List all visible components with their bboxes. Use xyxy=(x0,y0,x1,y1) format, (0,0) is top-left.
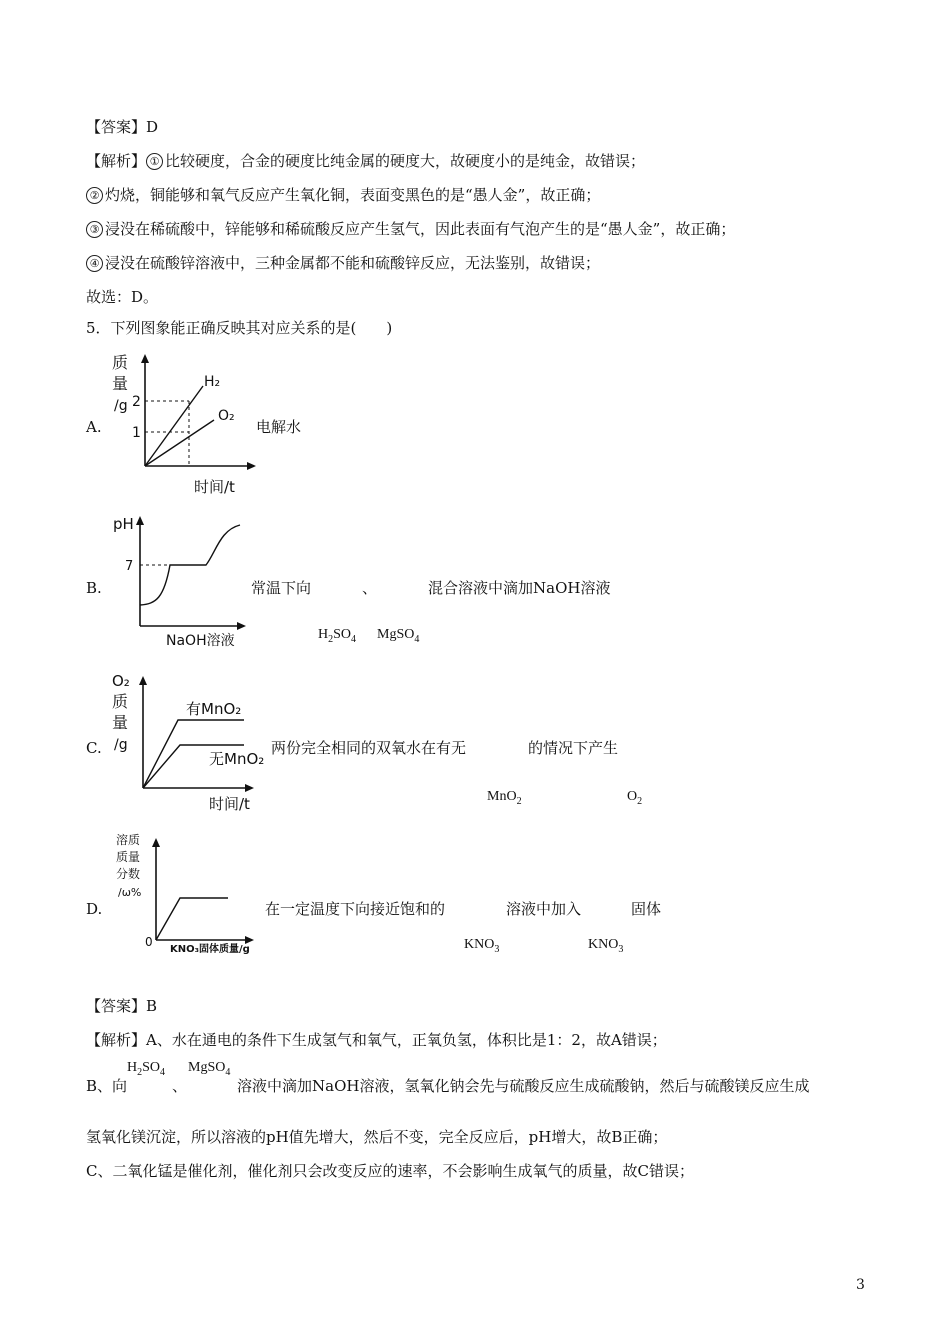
analysis-label: 【解析】 xyxy=(86,152,147,170)
graph-c xyxy=(108,668,278,818)
option-c-label: C. xyxy=(86,739,102,757)
q4-answer: 【答案】D xyxy=(86,118,159,136)
circled-number-4: ④ xyxy=(86,255,103,272)
formula-mgso4-analysis: MgSO$_4$ xyxy=(188,1060,231,1078)
graph-c-yunit: /g xyxy=(114,737,128,753)
graph-d xyxy=(108,828,268,958)
option-d-desc-1: 在一定温度下向接近饱和的 xyxy=(265,900,446,918)
formula-kno3-2: $KNO_3$ xyxy=(588,937,624,955)
graph-a-tick-1: 1 xyxy=(132,425,141,441)
q4-analysis-line-4 xyxy=(86,253,600,273)
option-b-desc-2: 混合溶液中滴加NaOH溶液 xyxy=(428,579,611,597)
graph-d-xlabel: KNO₃固体质量/g xyxy=(170,944,250,955)
analysis-text: 浸没在硫酸锌溶液中，三种金属都不能和硫酸锌反应，无法鉴别，故错误； xyxy=(105,254,601,272)
q5-analysis-a xyxy=(86,1030,667,1050)
option-d-desc-3: 固体 xyxy=(631,900,662,918)
graph-b-ylabel: pH xyxy=(113,515,134,533)
circled-number-1: ① xyxy=(146,153,163,170)
formula-mgso4: MgSO$_4$ xyxy=(377,627,420,645)
option-d-label: D. xyxy=(86,900,103,918)
circled-number-2: ② xyxy=(86,187,103,204)
graph-d-ylabel-1: 溶质 xyxy=(116,833,141,847)
graph-a-line-o2: O₂ xyxy=(218,408,235,424)
graph-a xyxy=(108,348,268,498)
q5-answer: 【答案】B xyxy=(86,997,158,1015)
option-b-sep: 、 xyxy=(362,579,378,597)
q5-analysis-b-prefix: B、向 xyxy=(86,1077,128,1095)
graph-c-ylabel-0: O₂ xyxy=(112,672,130,690)
formula-h2so4: $H_2SO_4$ xyxy=(318,627,357,645)
page-number: 3 xyxy=(856,1277,865,1293)
graph-c-upper-label: 有MnO₂ xyxy=(186,700,242,718)
analysis-text: 比较硬度，合金的硬度比纯金属的硬度大，故硬度小的是纯金，故错误； xyxy=(165,152,646,170)
q5-question: 5．下列图象能正确反映其对应关系的是( ) xyxy=(86,319,393,337)
formula-o2: $O_2$ xyxy=(627,789,643,807)
q4-analysis-line-2 xyxy=(86,185,600,205)
option-a-desc: 电解水 xyxy=(256,418,302,436)
q5-analysis-c: C、二氧化锰是催化剂，催化剂只会改变反应的速率，不会影响生成氧气的质量，故C错误； xyxy=(86,1162,694,1180)
q4-analysis-line-3 xyxy=(86,219,735,239)
q5-analysis-b-2: 氢氧化镁沉淀，所以溶液的pH值先增大，然后不变，完全反应后，pH增大，故B正确； xyxy=(86,1128,668,1146)
graph-c-lower-label: 无MnO₂ xyxy=(209,750,265,768)
analysis-text: A、水在通电的条件下生成氢气和氧气，正氧负氢，体积比是1：2，故A错误； xyxy=(146,1031,667,1049)
q4-conclusion: 故选：D。 xyxy=(86,288,159,306)
graph-c-ylabel-2: 量 xyxy=(112,713,129,732)
option-c-desc-2: 的情况下产生 xyxy=(528,739,619,757)
analysis-label: 【解析】 xyxy=(86,1031,147,1049)
graph-d-yunit: /ω% xyxy=(118,886,142,899)
formula-mno2: MnO$_2$ xyxy=(487,789,522,807)
graph-b-tick-7: 7 xyxy=(125,559,134,574)
graph-c-ylabel-1: 质 xyxy=(112,692,129,711)
graph-d-origin: 0 xyxy=(145,935,153,949)
graph-b xyxy=(108,510,258,650)
graph-a-line-h2: H₂ xyxy=(204,374,221,390)
option-d-desc-2: 溶液中加入 xyxy=(506,900,582,918)
option-b-desc-1: 常温下向 xyxy=(251,579,312,597)
option-a-label: A. xyxy=(86,418,102,436)
graph-a-tick-2: 2 xyxy=(132,394,141,410)
q5-analysis-b: 溶液中滴加NaOH溶液，氢氧化钠会先与硫酸反应生成硫酸钠，然后与硫酸镁反应生成 xyxy=(237,1077,810,1095)
formula-kno3-1: $KNO_3$ xyxy=(464,937,500,955)
analysis-text: 灼烧，铜能够和氧气反应产生氧化铜，表面变黑色的是“愚人金”，故正确； xyxy=(105,186,601,204)
formula-h2so4-analysis: $H_2SO_4$ xyxy=(127,1060,166,1078)
graph-d-ylabel-3: 分数 xyxy=(116,867,141,881)
graph-c-xlabel: 时间/t xyxy=(209,795,250,813)
graph-d-ylabel-2: 质量 xyxy=(116,850,141,864)
graph-a-ylabel-1: 质 xyxy=(112,353,129,372)
graph-b-xlabel: NaOH溶液 xyxy=(166,633,235,649)
graph-a-ylabel-2: 量 xyxy=(112,374,129,393)
q4-analysis-line-1 xyxy=(86,151,645,171)
graph-a-yunit: /g xyxy=(114,398,128,414)
circled-number-3: ③ xyxy=(86,221,103,238)
analysis-text: 浸没在稀硫酸中，锌能够和稀硫酸反应产生氢气，因此表面有气泡产生的是“愚人金”，故正确； xyxy=(105,220,736,238)
graph-a-xlabel: 时间/t xyxy=(194,478,235,496)
q5-analysis-b-sep: 、 xyxy=(172,1077,188,1095)
option-c-desc-1: 两份完全相同的双氧水在有无 xyxy=(271,739,467,757)
option-b-label: B. xyxy=(86,579,102,597)
